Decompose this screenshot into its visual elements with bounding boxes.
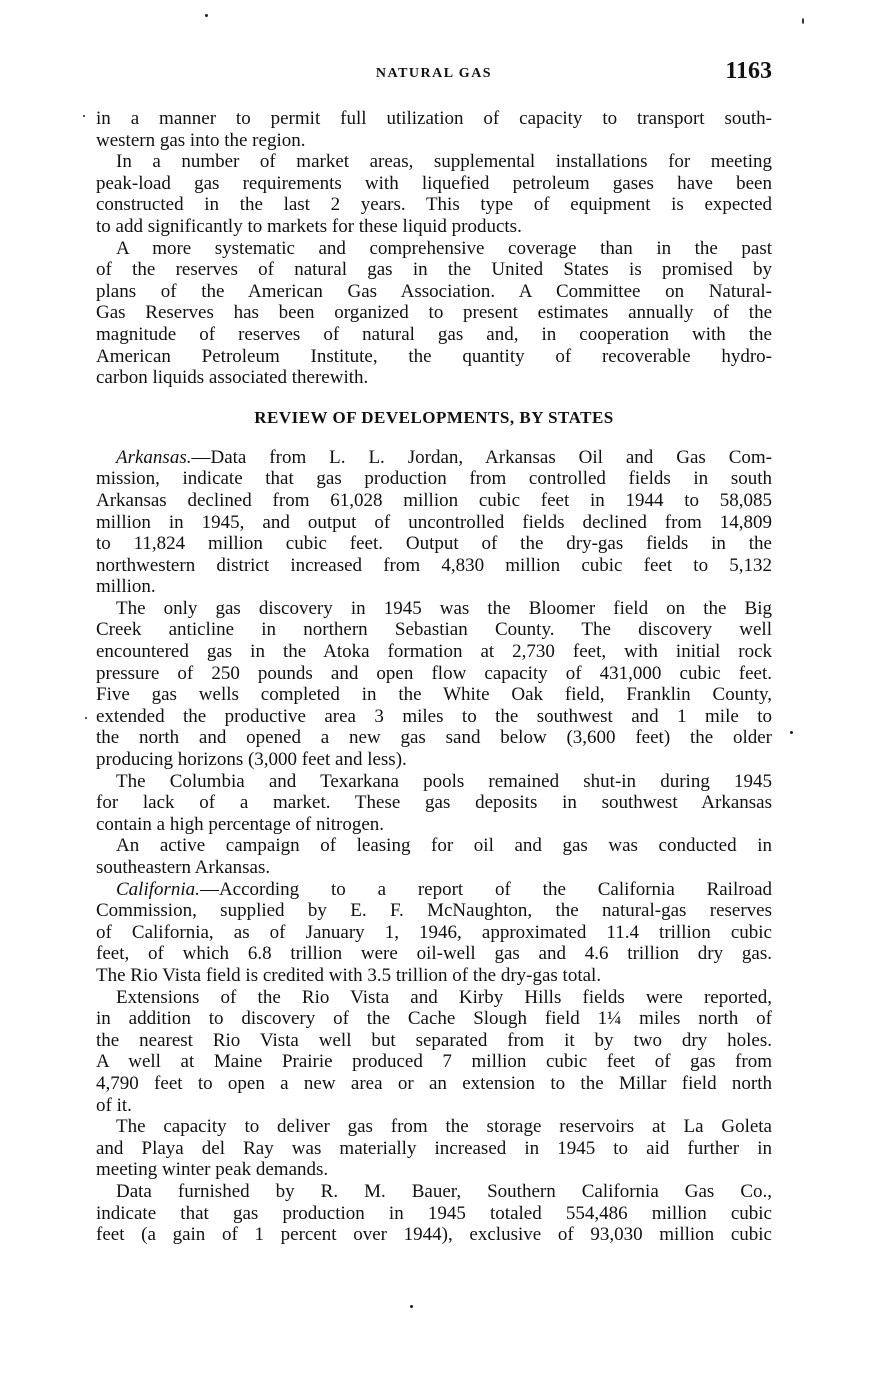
text-line: indicate that gas production in 1945 totaled 554,486 million cubic bbox=[96, 1202, 772, 1224]
text-line: in a manner to permit full utilization of capacity to transport south- bbox=[96, 108, 772, 129]
text-fragment: —According to a report of the California Railroad bbox=[199, 878, 772, 900]
scan-speck bbox=[410, 1305, 413, 1308]
text-line: million in 1945, and output of uncontrolled fields declined from 14,809 bbox=[96, 511, 772, 533]
text-line: the north and opened a new gas sand below (3,600 feet) the older bbox=[96, 727, 772, 749]
body-text bbox=[96, 108, 772, 1246]
text-line: 4,790 feet to open a new area or an extension to the Millar field north bbox=[96, 1072, 772, 1094]
text-line: for lack of a market. These gas deposits in southwest Arkansas bbox=[96, 792, 772, 814]
text-line: of it. bbox=[96, 1094, 132, 1116]
text-line: million. bbox=[96, 576, 156, 598]
text-line: of California, as of January 1, 1946, approximated 11.4 trillion cubic bbox=[96, 921, 772, 943]
state-label-california: California. bbox=[116, 878, 200, 900]
text-line: meeting winter peak demands. bbox=[96, 1159, 329, 1181]
text-line: encountered gas in the Atoka formation at 2,730 feet, with initial rock bbox=[96, 641, 772, 663]
text-line: In a number of market areas, supplemental installations for meeting bbox=[116, 151, 772, 173]
text-line: mission, indicate that gas production from controlled fields in south bbox=[96, 468, 772, 490]
text-line: Data furnished by R. M. Bauer, Southern California Gas Co., bbox=[116, 1180, 772, 1202]
text-line: The Rio Vista field is credited with 3.5 trillion of the dry-gas total. bbox=[96, 964, 602, 986]
text-line: to 11,824 million cubic feet. Output of the dry-gas fields in the bbox=[96, 533, 772, 555]
text-line: Extensions of the Rio Vista and Kirby Hills fields were reported, bbox=[116, 986, 772, 1008]
text-line: constructed in the last 2 years. This type of equipment is expected bbox=[96, 194, 772, 216]
text-line: plans of the American Gas Association. A Committee on Natural- bbox=[96, 280, 772, 302]
scan-speck bbox=[83, 115, 85, 117]
text-line: A more systematic and comprehensive coverage than in the past bbox=[116, 237, 772, 259]
text-line: Gas Reserves has been organized to present estimates annually of the bbox=[96, 302, 772, 324]
text-line: peak-load gas requirements with liquefied petroleum gases have been bbox=[96, 172, 772, 194]
running-title: NATURAL GAS bbox=[375, 66, 493, 81]
scan-speck bbox=[205, 14, 208, 17]
section-heading: REVIEW OF DEVELOPMENTS, BY STATES bbox=[254, 407, 614, 427]
state-label-arkansas: Arkansas. bbox=[116, 446, 192, 468]
text-line: western gas into the region. bbox=[96, 129, 306, 151]
text-line: to add significantly to markets for these liquid products. bbox=[96, 215, 522, 237]
text-line: the nearest Rio Vista well but separated from it by two dry holes. bbox=[96, 1029, 772, 1051]
text-line: southeastern Arkansas. bbox=[96, 857, 271, 878]
text-line: An active campaign of leasing for oil and gas was conducted in bbox=[116, 835, 772, 857]
text-line: American Petroleum Institute, the quantity of recoverable hydro- bbox=[96, 345, 772, 367]
text-line: Commission, supplied by E. F. McNaughton, the natural-gas reserves bbox=[96, 900, 772, 922]
text-line: producing horizons (3,000 feet and less). bbox=[96, 749, 407, 771]
text-line: northwestern district increased from 4,830 million cubic feet to 5,132 bbox=[96, 554, 772, 576]
text-line: pressure of 250 pounds and open flow capacity of 431,000 cubic feet. bbox=[96, 662, 772, 684]
text-line: feet, of which 6.8 trillion were oil-well gas and 4.6 trillion dry gas. bbox=[96, 943, 772, 965]
scan-speck bbox=[85, 717, 87, 719]
text-line: A well at Maine Prairie produced 7 million cubic feet of gas from bbox=[96, 1051, 772, 1073]
text-line: feet (a gain of 1 percent over 1944), exclusive of 93,030 million cubic bbox=[96, 1224, 772, 1246]
text-line: Creek anticline in northern Sebastian County. The discovery well bbox=[96, 619, 772, 641]
text-line bbox=[96, 447, 772, 469]
page-number: 1163 bbox=[725, 58, 772, 84]
text-line: carbon liquids associated therewith. bbox=[96, 367, 369, 389]
text-line: of the reserves of natural gas in the United States is promised by bbox=[96, 259, 772, 281]
text-line: extended the productive area 3 miles to the southwest and 1 mile to bbox=[96, 705, 772, 727]
text-line: The Columbia and Texarkana pools remained shut-in during 1945 bbox=[116, 770, 772, 792]
text-line: Five gas wells completed in the White Oak field, Franklin County, bbox=[96, 684, 772, 706]
text-line: contain a high percentage of nitrogen. bbox=[96, 813, 385, 835]
scan-speck bbox=[802, 18, 804, 24]
scan-speck bbox=[790, 731, 793, 734]
running-header bbox=[96, 58, 772, 88]
text-line: magnitude of reserves of natural gas and, in cooperation with the bbox=[96, 323, 772, 345]
text-line: The only gas discovery in 1945 was the Bloomer field on the Big bbox=[116, 597, 772, 619]
text-line: The capacity to deliver gas from the storage reservoirs at La Goleta bbox=[116, 1116, 772, 1138]
text-line: and Playa del Ray was materially increased in 1945 to aid further in bbox=[96, 1137, 772, 1159]
text-line: in addition to discovery of the Cache Slough field 1¼ miles north of bbox=[96, 1008, 772, 1030]
text-line: Arkansas declined from 61,028 million cubic feet in 1944 to 58,085 bbox=[96, 489, 772, 511]
text-line bbox=[96, 879, 772, 901]
text-fragment: —Data from L. L. Jordan, Arkansas Oil and Gas Com- bbox=[191, 446, 772, 468]
